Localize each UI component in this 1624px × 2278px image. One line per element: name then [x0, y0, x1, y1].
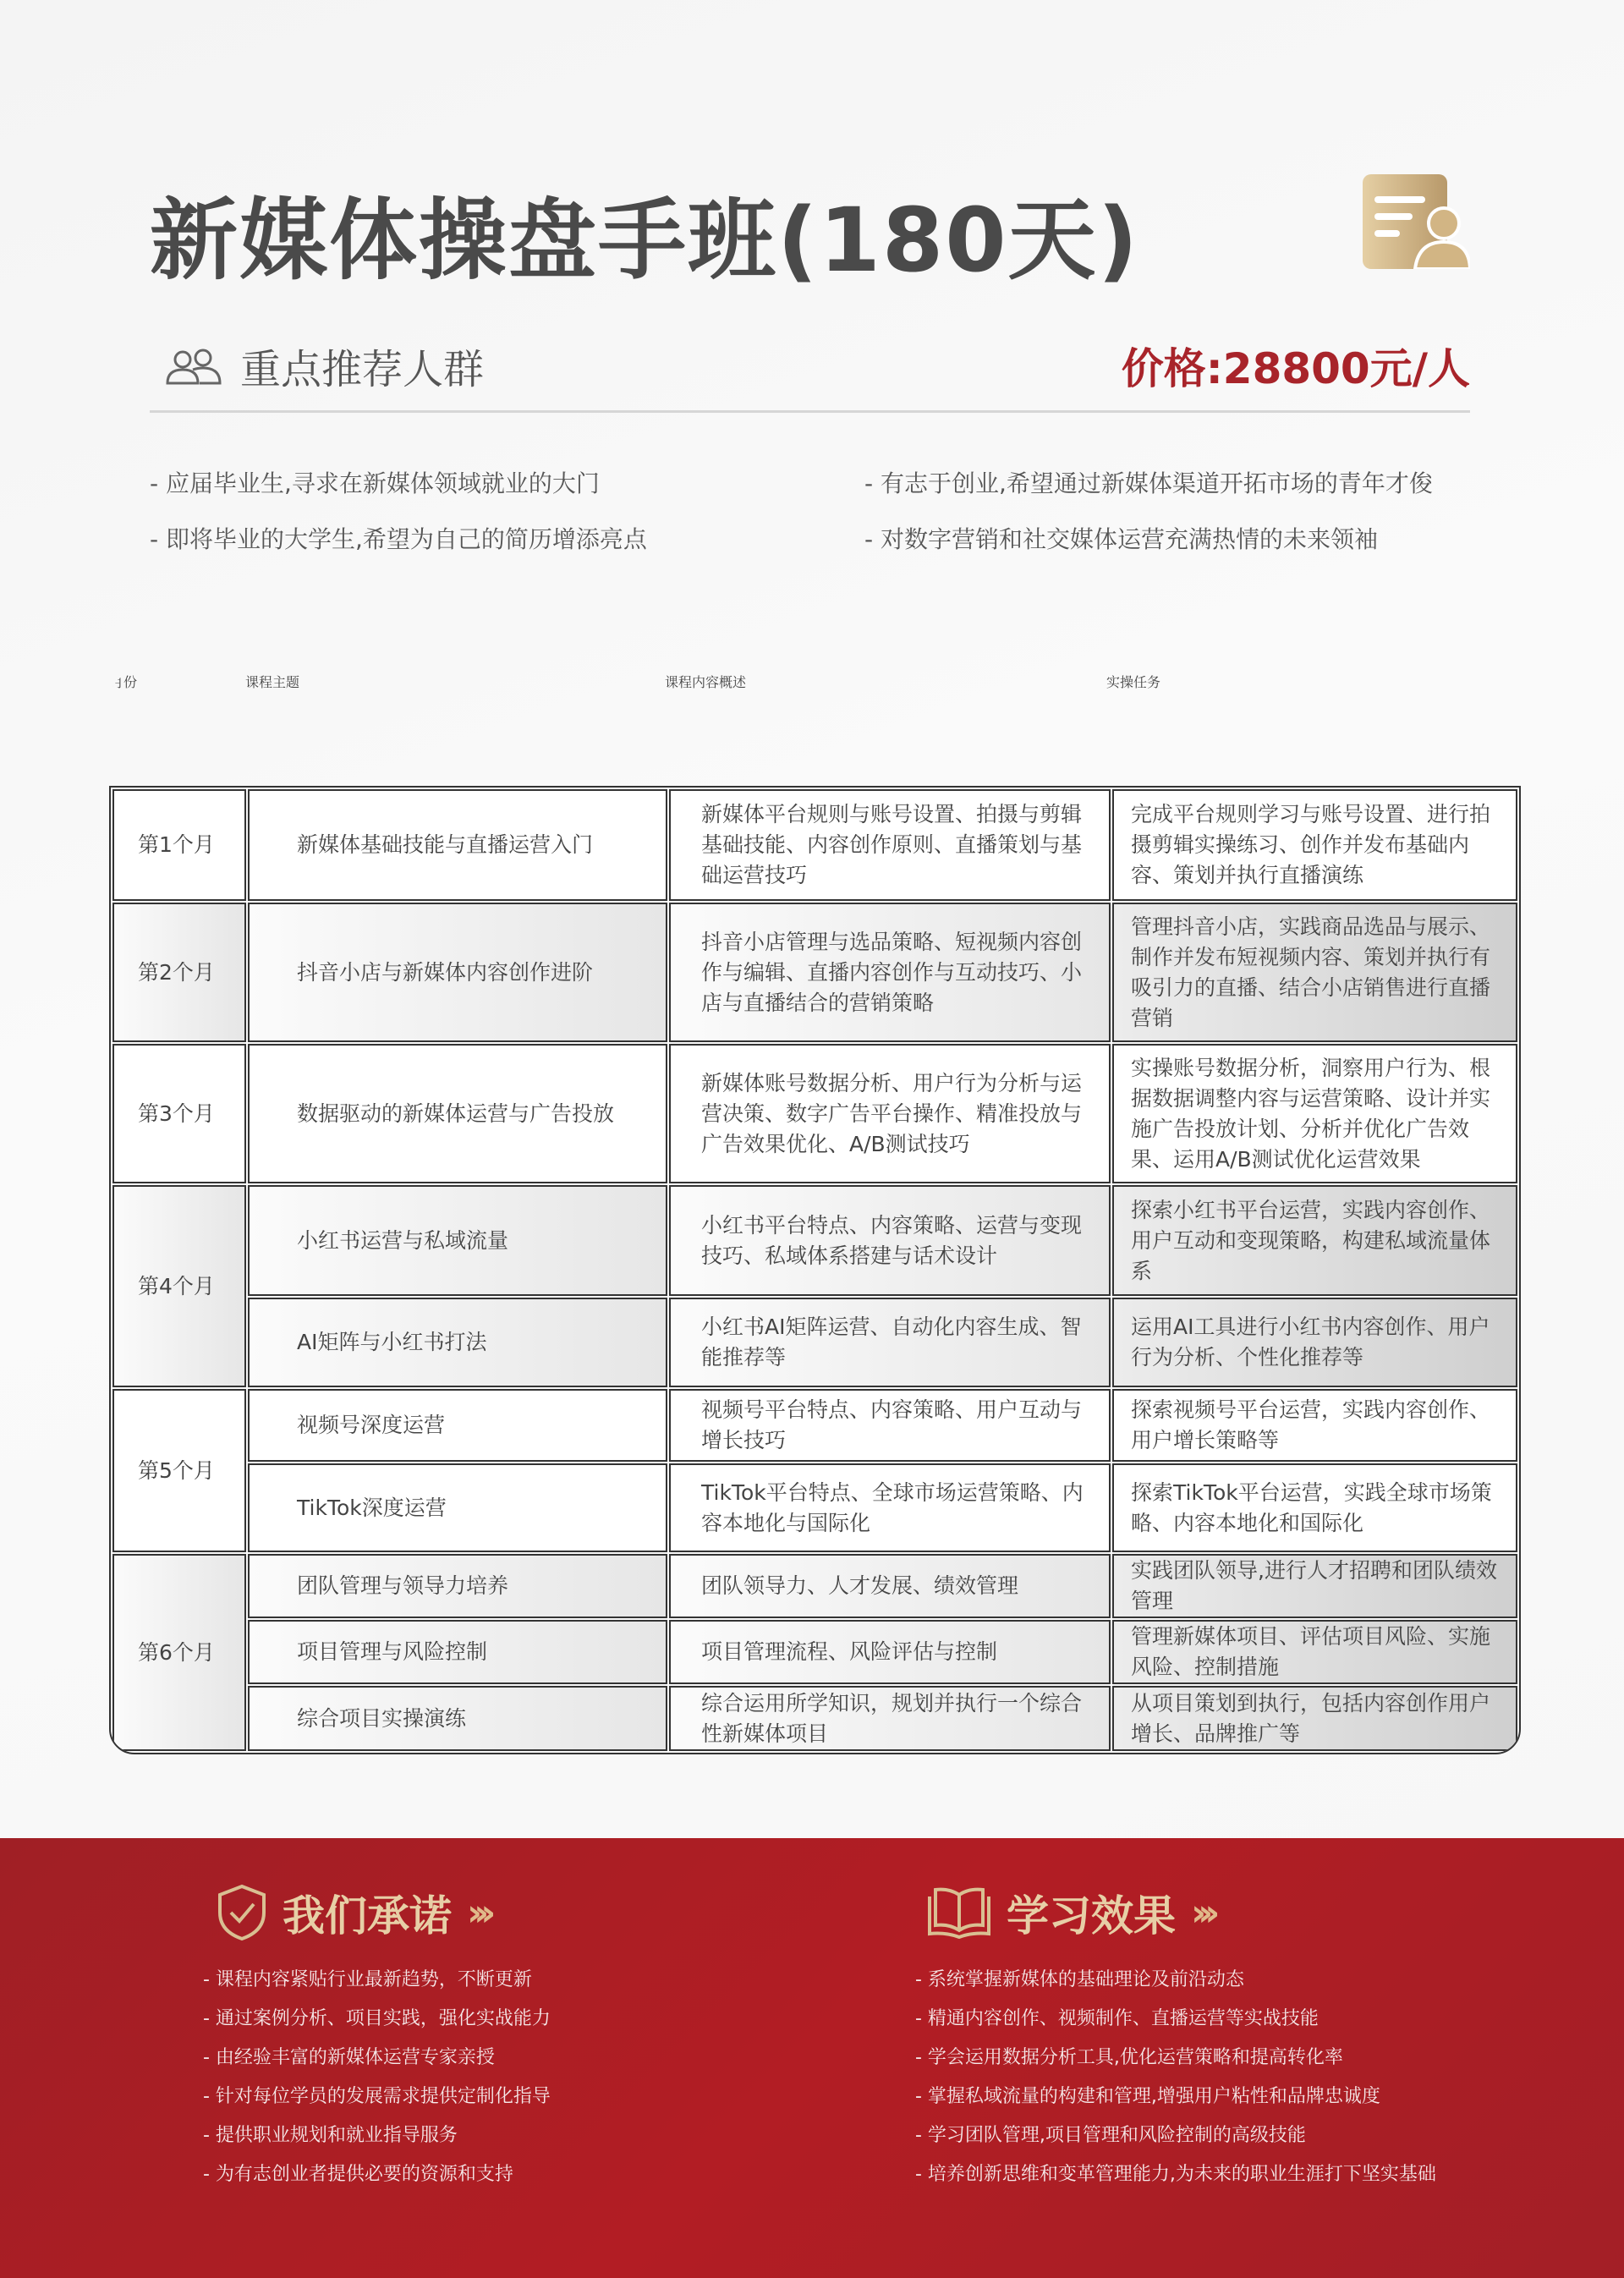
table-row: [112, 1389, 1517, 1462]
task-cell: 实操账号数据分析，洞察用户行为、根据数据调整内容与运营策略、设计并实施广告投放计划、分析并优化广告效果、运用A/B测试优化运营效果: [1112, 1044, 1517, 1183]
table-row: [112, 789, 1517, 901]
topic-cell: 综合项目实操演练: [248, 1686, 667, 1751]
table-row: [112, 1463, 1517, 1552]
audience-item: - 有志于创业,希望通过新媒体渠道开拓市场的青年才俊: [864, 469, 1433, 497]
bottom-section: [0, 1838, 1624, 2278]
month-cell: 第1个月: [112, 789, 246, 901]
outcomes-heading: [927, 1882, 1211, 1943]
table-row: [112, 1044, 1517, 1183]
content-cell: 新媒体账号数据分析、用户行为分析与运营决策、数字广告平台操作、精准投放与广告效果优化、A/B测试技巧: [669, 1044, 1111, 1183]
price: 价格:28800元/人: [1121, 344, 1470, 393]
list-item: - 提供职业规划和就业指导服务: [203, 2125, 458, 2146]
list-item: - 掌握私域流量的构建和管理,增强用户粘性和品牌忠诚度: [915, 2086, 1380, 2107]
content-cell: 新媒体平台规则与账号设置、拍摄与剪辑基础技能、内容创作原则、直播策划与基础运营技巧: [669, 789, 1111, 901]
divider: [150, 410, 1470, 413]
page-title: 新媒体操盘手班(180天): [150, 189, 1140, 292]
list-item: - 培养创新思维和变革管理能力,为未来的职业生涯打下坚实基础: [915, 2164, 1436, 2185]
table-row: [112, 903, 1517, 1042]
schedule-table-header: [109, 671, 1521, 767]
topic-cell: TikTok深度运营: [248, 1463, 667, 1552]
task-cell: 探索小红书平台运营，实践内容创作、用户互动和变现策略，构建私域流量体系: [1112, 1185, 1517, 1296]
double-chevron-icon: ›››: [1191, 1891, 1212, 1935]
audience-item: - 应届毕业生,寻求在新媒体领域就业的大门: [150, 469, 600, 497]
shield-check-icon: [217, 1884, 267, 1941]
content-cell: 团队领导力、人才发展、绩效管理: [669, 1554, 1111, 1618]
content-cell: 小红书平台特点、内容策略、运营与变现技巧、私域体系搭建与话术设计: [669, 1185, 1111, 1296]
month-cell: 第6个月: [112, 1554, 246, 1751]
month-cell: 第2个月: [112, 903, 246, 1042]
list-item: - 学习团队管理,项目管理和风险控制的高级技能: [915, 2125, 1306, 2146]
list-item: - 针对每位学员的发展需求提供定制化指导: [203, 2086, 551, 2107]
document-person-icon: [1363, 174, 1470, 269]
promise-title: 我们承诺: [283, 1891, 452, 1940]
double-chevron-icon: ›››: [467, 1891, 488, 1935]
topic-cell: 团队管理与领导力培养: [248, 1554, 667, 1618]
topic-cell: 抖音小店与新媒体内容创作进阶: [248, 903, 667, 1042]
content-cell: 项目管理流程、风险评估与控制: [669, 1620, 1111, 1684]
task-cell: 管理新媒体项目、评估项目风险、实施风险、控制措施: [1112, 1620, 1517, 1684]
task-cell: 探索TikTok平台运营，实践全球市场策略、内容本地化和国际化: [1112, 1463, 1517, 1552]
list-item: - 由经验丰富的新媒体运营专家亲授: [203, 2047, 495, 2068]
task-cell: 从项目策划到执行，包括内容创作用户增长、品牌推广等: [1112, 1686, 1517, 1751]
content-cell: 抖音小店管理与选品策略、短视频内容创作与编辑、直播内容创作与互动技巧、小店与直播结合的营销策略: [669, 903, 1111, 1042]
open-book-icon: [927, 1886, 991, 1939]
audience-item: - 对数字营销和社交媒体运营充满热情的未来领袖: [864, 525, 1379, 553]
list-item: - 通过案例分析、项目实践，强化实战能力: [203, 2008, 551, 2029]
list-item: - 精通内容创作、视频制作、直播运营等实战技能: [915, 2008, 1319, 2029]
list-item: - 系统掌握新媒体的基础理论及前沿动态: [915, 1969, 1244, 1990]
topic-cell: 数据驱动的新媒体运营与广告投放: [248, 1044, 667, 1183]
list-item: - 课程内容紧贴行业最新趋势，不断更新: [203, 1969, 532, 1990]
recommended-audience-heading: [164, 337, 484, 395]
audience-item: - 即将毕业的大学生,希望为自己的简历增添亮点: [150, 525, 647, 553]
list-item: - 学会运用数据分析工具,优化运营策略和提高转化率: [915, 2047, 1343, 2068]
content-cell: TikTok平台特点、全球市场运营策略、内容本地化与国际化: [669, 1463, 1111, 1552]
column-header-topic: 课程主题: [245, 674, 300, 690]
table-row: [112, 1298, 1517, 1387]
content-cell: 综合运用所学知识，规划并执行一个综合性新媒体项目: [669, 1686, 1111, 1751]
content-cell: 小红书AI矩阵运营、自动化内容生成、智能推荐等: [669, 1298, 1111, 1387]
task-cell: 运用AI工具进行小红书内容创作、用户行为分析、个性化推荐等: [1112, 1298, 1517, 1387]
topic-cell: 新媒体基础技能与直播运营入门: [248, 789, 667, 901]
subtitle: 重点推荐人群: [240, 346, 485, 393]
topic-cell: 项目管理与风险控制: [248, 1620, 667, 1684]
month-cell: 第4个月: [112, 1185, 246, 1387]
table-row: [112, 1554, 1517, 1618]
topic-cell: 视频号深度运营: [248, 1389, 667, 1462]
task-cell: 探索视频号平台运营，实践内容创作、用户增长策略等: [1112, 1389, 1517, 1462]
task-cell: 管理抖音小店，实践商品选品与展示、制作并发布短视频内容、策划并执行有吸引力的直播、结合小店销售进行直播营销: [1112, 903, 1517, 1042]
topic-cell: 小红书运营与私域流量: [248, 1185, 667, 1296]
task-cell: 实践团队领导,进行人才招聘和团队绩效管理: [1112, 1554, 1517, 1618]
content-cell: 视频号平台特点、内容策略、用户互动与增长技巧: [669, 1389, 1111, 1462]
schedule-table: [109, 786, 1521, 1754]
table-row: [112, 1185, 1517, 1296]
column-header-task: 实操任务: [1106, 674, 1161, 690]
list-item: - 为有志创业者提供必要的资源和支持: [203, 2164, 513, 2185]
column-header-month: 月份: [110, 674, 138, 690]
topic-cell: AI矩阵与小红书打法: [248, 1298, 667, 1387]
outcomes-title: 学习效果: [1007, 1891, 1176, 1940]
column-header-content: 课程内容概述: [665, 674, 747, 690]
task-cell: 完成平台规则学习与账号设置、进行拍摄剪辑实操练习、创作并发布基础内容、策划并执行直播演练: [1112, 789, 1517, 901]
promise-heading: [217, 1882, 487, 1943]
month-cell: 第5个月: [112, 1389, 246, 1552]
table-row: [112, 1620, 1517, 1684]
table-row: [112, 1686, 1517, 1751]
people-icon: [164, 348, 227, 385]
month-cell: 第3个月: [112, 1044, 246, 1183]
